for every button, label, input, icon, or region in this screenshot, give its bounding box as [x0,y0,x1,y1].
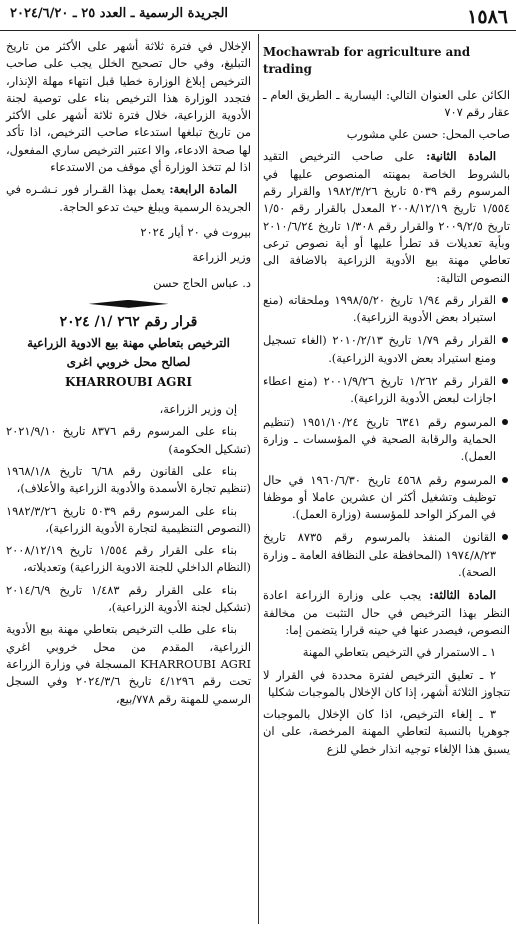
decree-title: قرار رقم ٢٦٢ /١/ ٢٠٢٤ [59,313,198,330]
article-4-label: المادة الرابعة: [169,182,237,197]
article-4-text: يعمل بهذا القـرار فور نـشـره في الجريدة الرسمية ويبلغ حيث تدعو الحاجة. [6,182,251,214]
left-column [6,38,251,713]
legal-basis: بناء على القانون رقم ٦/٦٨ تاريخ ١٩٦٨/١/٨ (تنظيم تجارة الأسمدة والأدوية الزراعية والأعلاف)، [6,463,251,496]
bullet-icon [502,477,508,483]
list-item: المرسوم رقم ٦٣٤١ تاريخ ١٩٥١/١٠/٢٤ (تنظيم الحماية والرقابة الصحية في المؤسسات ـ وزارة العمل). [263,414,510,466]
page-number: ١٥٨٦ [467,6,508,28]
article-3-label: المادة الثالثة: [429,588,496,603]
article-2 [263,148,510,286]
decree-subtitle: الترخيص بتعاطي مهنة بيع الادوية الزراعية [27,336,230,351]
article-3 [263,587,510,639]
option-3: ٣ ـ إلغاء الترخيص، اذا كان الإخلال بالموجبات جوهريا بالنسبة لتعاطي المهنة المرخصة، على ان يسبق هذا الإلغاء توجيه انذار خطي للزع [263,707,510,756]
legal-basis: بناء على القرار رقم ١/٥٥٤ تاريخ ٢٠٠٨/١٢/١٩ (النظام الداخلي للجنة الادوية الزراعية) وتعديلاته، [6,543,251,575]
bullet-icon [502,378,508,384]
list-item: المرسوم رقم ٤٥٦٨ تاريخ ١٩٦٠/٦/٣٠ في حال توظيف وتشغيل أكثر ان عشرين عاملا أو موظفا في المركز الواحد للمؤسسة (وزارة العمل). [263,472,510,524]
list-item: القرار رقم ١/٩٤ تاريخ ١٩٩٨/٥/٢٠ وملحقاته (منع استيراد بعض الأدوية الزراعية). [263,292,510,327]
article-3-continuation: الإخلال في فترة ثلاثة أشهر على الأكثر من تاريخ التبليغ، وفي حال تصحيح الخلل يجب على صاحب الترخيص إبلاغ الوزارة خطيا قبل انتهاء مهلة الإنذار، فتجدد الوزارة هذا الترخيص بناء على توصية لجنة الأدوية الزراعية، خلال فترة ثلاثة أشهر على الأكثر من تاريخ تبلغها استدعاء صاحب الترخيص، اذا تأكد لها صحة الادعاء، والا اعتبر الترخيص ساري المفعول، اذا لم تتخذ الوزارة أي موقف من الاستدعاء [6,39,251,175]
column-divider [258,34,259,924]
list-item: القرار رقم ١/٢٦٢ تاريخ ٢٠٠١/٩/٢٦ (منع اعطاء اجازات لبعض الأدوية الزراعية). [263,373,510,408]
minister-title: وزير الزراعة [192,250,251,265]
regulations-list [263,292,510,581]
legal-basis: بناء على المرسوم رقم ٥٠٣٩ تاريخ ١٩٨٢/٣/٢٦ (النصوص التنظيمية لتجارة الأدوية الزراعية)، [6,503,251,535]
article-3-text: يجب على وزارة الزراعة اعادة النظر بهذا الترخيص في حال التثبت من مخالفة النصوص، فيصدر عنها في حينه قرارا يتضمن إما: [263,588,510,637]
list-item: القرار رقم ١/٧٩ تاريخ ٢٠١٠/٢/١٣ (الغاء تسجيل ومنع استيراد بعض الادوية الزراعية). [263,332,510,367]
license-request: بناء على طلب الترخيص بتعاطي مهنة بيع الأدوية الزراعية، المقدم من محل خروبي اغري KHARROUBI AGRI المسجلة في وزارة الزراعة تحت رقم ٤/١٢٩٦ تاريخ ٢٠٢٤/٣/٦ وفي السجل الرسمي للمهنة رقم ٧٧٨/بيع، [6,622,251,706]
place-date: بيروت في ٢٠ أيار ٢٠٢٤ [140,224,251,239]
minister-name: د. عباس الحاج حسن [153,275,251,290]
page-header [0,0,516,31]
bullet-icon [502,297,508,303]
bullet-icon [502,337,508,343]
option-1: ١ ـ الاستمرار في الترخيص بتعاطي المهنة [302,645,496,660]
bullet-icon [502,534,508,540]
decree-beneficiary: لصالح محل خروبي اغرى [66,355,191,370]
decree-intro: إن وزير الزراعة، [159,402,237,417]
company-english-heading: Mochawrab for agriculture and trading [263,45,471,77]
right-column [263,38,510,763]
gazette-title: الجريدة الرسمية ـ العدد ٢٥ ـ ٢٠٢٤/٦/٢٠ [10,6,229,21]
shop-address: الكائن على العنوان التالي: اليسارية ـ الطريق العام ـ عقار رقم ٧٠٧ [263,87,510,119]
list-item: القانون المنفذ بالمرسوم رقم ٨٧٣٥ تاريخ ١٩٧٤/٨/٢٣ (المحافظة على النظافة العامة ـ وزارة الصحة). [263,529,510,581]
bullet-icon [502,419,508,425]
legal-basis: بناء على المرسوم رقم ٨٣٧٦ تاريخ ٢٠٢١/٩/١٠ (تشكيل الحكومة) [6,424,251,456]
article-4 [6,181,251,216]
shop-owner: صاحب المحل: حسن علي مشورب [346,127,510,142]
company-english-name: KHARROUBI AGRI [64,374,193,389]
legal-basis: بناء على القرار رقم ١/٤٨٣ تاريخ ٢٠١٤/٦/٩ (تشكيل لجنة الأدوية الزراعية)، [6,582,251,615]
article-2-text: على صاحب الترخيص التقيد بالشروط الخاصة بمهنته المنصوص عليها في المرسوم رقم ٥٠٣٩ تاريخ ١٩٨٢/٣/٢٦ والقرار رقم ١/٥٥٤ تاريخ ٢٠٠٨/١٢/١٩ المعدل بالقرار رقم ١/٥٠ تاريخ ٢٠٠٩/٢/٥ والقرار رقم ١/٣٠٨ تاريخ ٢٠١٠/٦/٢٤ وبأية تعديلات قد تطرأ عليها أو أية نصوص ترعى تعاطي مهنة بيع الأدوية الزراعية بالاضافة الى النصوص التالية: [263,149,511,285]
section-separator [89,300,169,308]
option-2: ٢ ـ تعليق الترخيص لفترة محددة في القرار لا تتجاوز الثلاثة أشهر، إذا كان الإخلال بالموجبات شكليا [263,667,510,699]
article-2-label: المادة الثانية: [426,149,496,164]
